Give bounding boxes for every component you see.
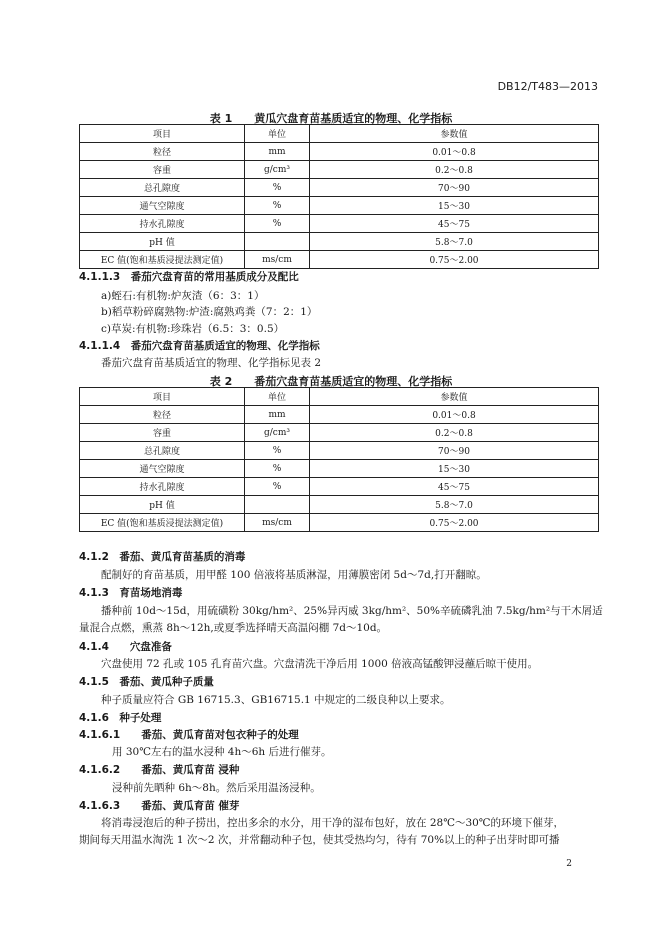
table-cell: % (245, 215, 310, 233)
table-cell: 0.75～2.00 (310, 251, 599, 269)
table-row (80, 478, 599, 496)
table-cell: % (245, 442, 310, 460)
table2-header-row (80, 388, 599, 406)
table-cell: pH 值 (80, 233, 245, 251)
section-4162-heading: 4.1.6.2 番茄、黄瓜育苗 浸种 (79, 764, 240, 776)
table-cell: % (245, 478, 310, 496)
table-cell: 容重 (80, 161, 245, 179)
table-row (80, 215, 599, 233)
table-cell: % (245, 197, 310, 215)
table-cell (245, 496, 310, 514)
table-cell: mm (245, 406, 310, 424)
table-cell: 0.01～0.8 (310, 143, 599, 161)
table2 (79, 387, 599, 532)
table-cell: 15～30 (310, 460, 599, 478)
table-cell: 45～75 (310, 215, 599, 233)
table-cell: 0.2～0.8 (310, 424, 599, 442)
table-cell: ms/cm (245, 514, 310, 532)
table-cell: pH 值 (80, 496, 245, 514)
table-row (80, 460, 599, 478)
table-cell: g/cm³ (245, 161, 310, 179)
table-row (80, 179, 599, 197)
table-cell: 总孔隙度 (80, 179, 245, 197)
table-cell: 0.01～0.8 (310, 406, 599, 424)
table-cell: 15～30 (310, 197, 599, 215)
list-item: b)稻草粉碎腐熟物:炉渣:腐熟鸡粪（7：2：1） (101, 306, 318, 318)
table-cell: 通气空隙度 (80, 460, 245, 478)
table-cell: 0.2～0.8 (310, 161, 599, 179)
table-row (80, 197, 599, 215)
table-cell: % (245, 460, 310, 478)
section-413-text-line2: 量混合点燃，熏蒸 8h～12h,或夏季选择晴天高温闷棚 7d～10d。 (79, 622, 388, 634)
table-row (80, 496, 599, 514)
table-cell: 5.8～7.0 (310, 233, 599, 251)
section-415-text: 种子质量应符合 GB 16715.3、GB16715.1 中规定的二级良种以上要求。 (101, 694, 451, 706)
section-414-heading: 4.1.4 穴盘准备 (79, 641, 172, 653)
list-item: a)蛭石:有机物:炉灰渣（6：3：1） (101, 290, 265, 302)
table-cell: EC 值(饱和基质浸提法测定值) (80, 251, 245, 269)
table-cell: 容重 (80, 424, 245, 442)
section-4113-heading: 4.1.1.3 番茄穴盘育苗的常用基质成分及配比 (79, 271, 299, 283)
table-cell: 5.8～7.0 (310, 496, 599, 514)
table1 (79, 124, 599, 269)
section-412-text: 配制好的育苗基质，用甲醛 100 倍液将基质淋湿，用薄膜密闭 5d～7d,打开翻晾。 (101, 569, 487, 581)
table-cell: 粒径 (80, 143, 245, 161)
table-cell: 粒径 (80, 406, 245, 424)
table2-caption: 表 2 番茄穴盘育苗基质适宜的物理、化学指标 (209, 375, 453, 388)
page-number: 2 (566, 859, 572, 869)
section-4114-text: 番茄穴盘育苗基质适宜的物理、化学指标见表 2 (101, 357, 322, 369)
section-415-heading: 4.1.5 番茄、黄瓜种子质量 (79, 676, 214, 688)
list-item: c)草炭:有机物:珍珠岩（6.5：3：0.5） (101, 323, 285, 335)
table-cell: 持水孔隙度 (80, 215, 245, 233)
section-4161-text: 用 30℃左右的温水浸种 4h～6h 后进行催芽。 (112, 746, 332, 758)
table-cell: 70～90 (310, 442, 599, 460)
section-4163-heading: 4.1.6.3 番茄、黄瓜育苗 催芽 (79, 800, 240, 812)
table-row (80, 143, 599, 161)
table-row (80, 514, 599, 532)
section-4114-heading: 4.1.1.4 番茄穴盘育苗基质适宜的物理、化学指标 (79, 340, 320, 352)
table-cell: 总孔隙度 (80, 442, 245, 460)
section-414-text: 穴盘使用 72 孔或 105 孔育苗穴盘。穴盘清洗干净后用 1000 倍液高锰酸钾浸蘸后晾干使用。 (101, 658, 539, 670)
table1-header-row (80, 125, 599, 143)
section-413-heading: 4.1.3 育苗场地消毒 (79, 587, 183, 599)
standard-code: DB12/T483—2013 (497, 80, 598, 93)
table-row (80, 406, 599, 424)
table2-col-header: 单位 (245, 388, 310, 406)
table-cell: 45～75 (310, 478, 599, 496)
table1-col-header: 单位 (245, 125, 310, 143)
table1-caption: 表 1 黄瓜穴盘育苗基质适宜的物理、化学指标 (209, 112, 453, 125)
table-row (80, 442, 599, 460)
table-row (80, 424, 599, 442)
table-cell: mm (245, 143, 310, 161)
section-4163-text-line1: 将消毒浸泡后的种子捞出，控出多余的水分，用干净的湿布包好，放在 28℃～30℃的环境下催芽， (101, 817, 565, 829)
table2-col-header: 参数值 (310, 388, 599, 406)
table-cell: % (245, 179, 310, 197)
table-row (80, 161, 599, 179)
section-416-heading: 4.1.6 种子处理 (79, 712, 162, 724)
section-4162-text: 浸种前先晒种 6h～8h。然后采用温汤浸种。 (112, 782, 321, 794)
section-4163-text-line2: 期间每天用温水淘洗 1 次～2 次，并常翻动种子包，使其受热均匀，待有 70%以上的种子出芽时即可播 (79, 834, 560, 846)
table-cell: 持水孔隙度 (80, 478, 245, 496)
table2-col-header: 项目 (80, 388, 245, 406)
table-cell: 70～90 (310, 179, 599, 197)
section-412-heading: 4.1.2 番茄、黄瓜育苗基质的消毒 (79, 551, 246, 563)
table-row (80, 251, 599, 269)
table-cell (245, 233, 310, 251)
table-row (80, 233, 599, 251)
section-4161-heading: 4.1.6.1 番茄、黄瓜育苗对包衣种子的处理 (79, 729, 299, 741)
table1-col-header: 参数值 (310, 125, 599, 143)
table-cell: EC 值(饱和基质浸提法测定值) (80, 514, 245, 532)
table-cell: 0.75～2.00 (310, 514, 599, 532)
table1-col-header: 项目 (80, 125, 245, 143)
section-413-text-line1: 播种前 10d～15d，用硫磺粉 30kg/hm²、25%异丙威 3kg/hm²、50%辛硫磷乳油 7.5kg/hm²与干木屑适 (101, 605, 603, 617)
table-cell: 通气空隙度 (80, 197, 245, 215)
table-cell: ms/cm (245, 251, 310, 269)
table-cell: g/cm³ (245, 424, 310, 442)
